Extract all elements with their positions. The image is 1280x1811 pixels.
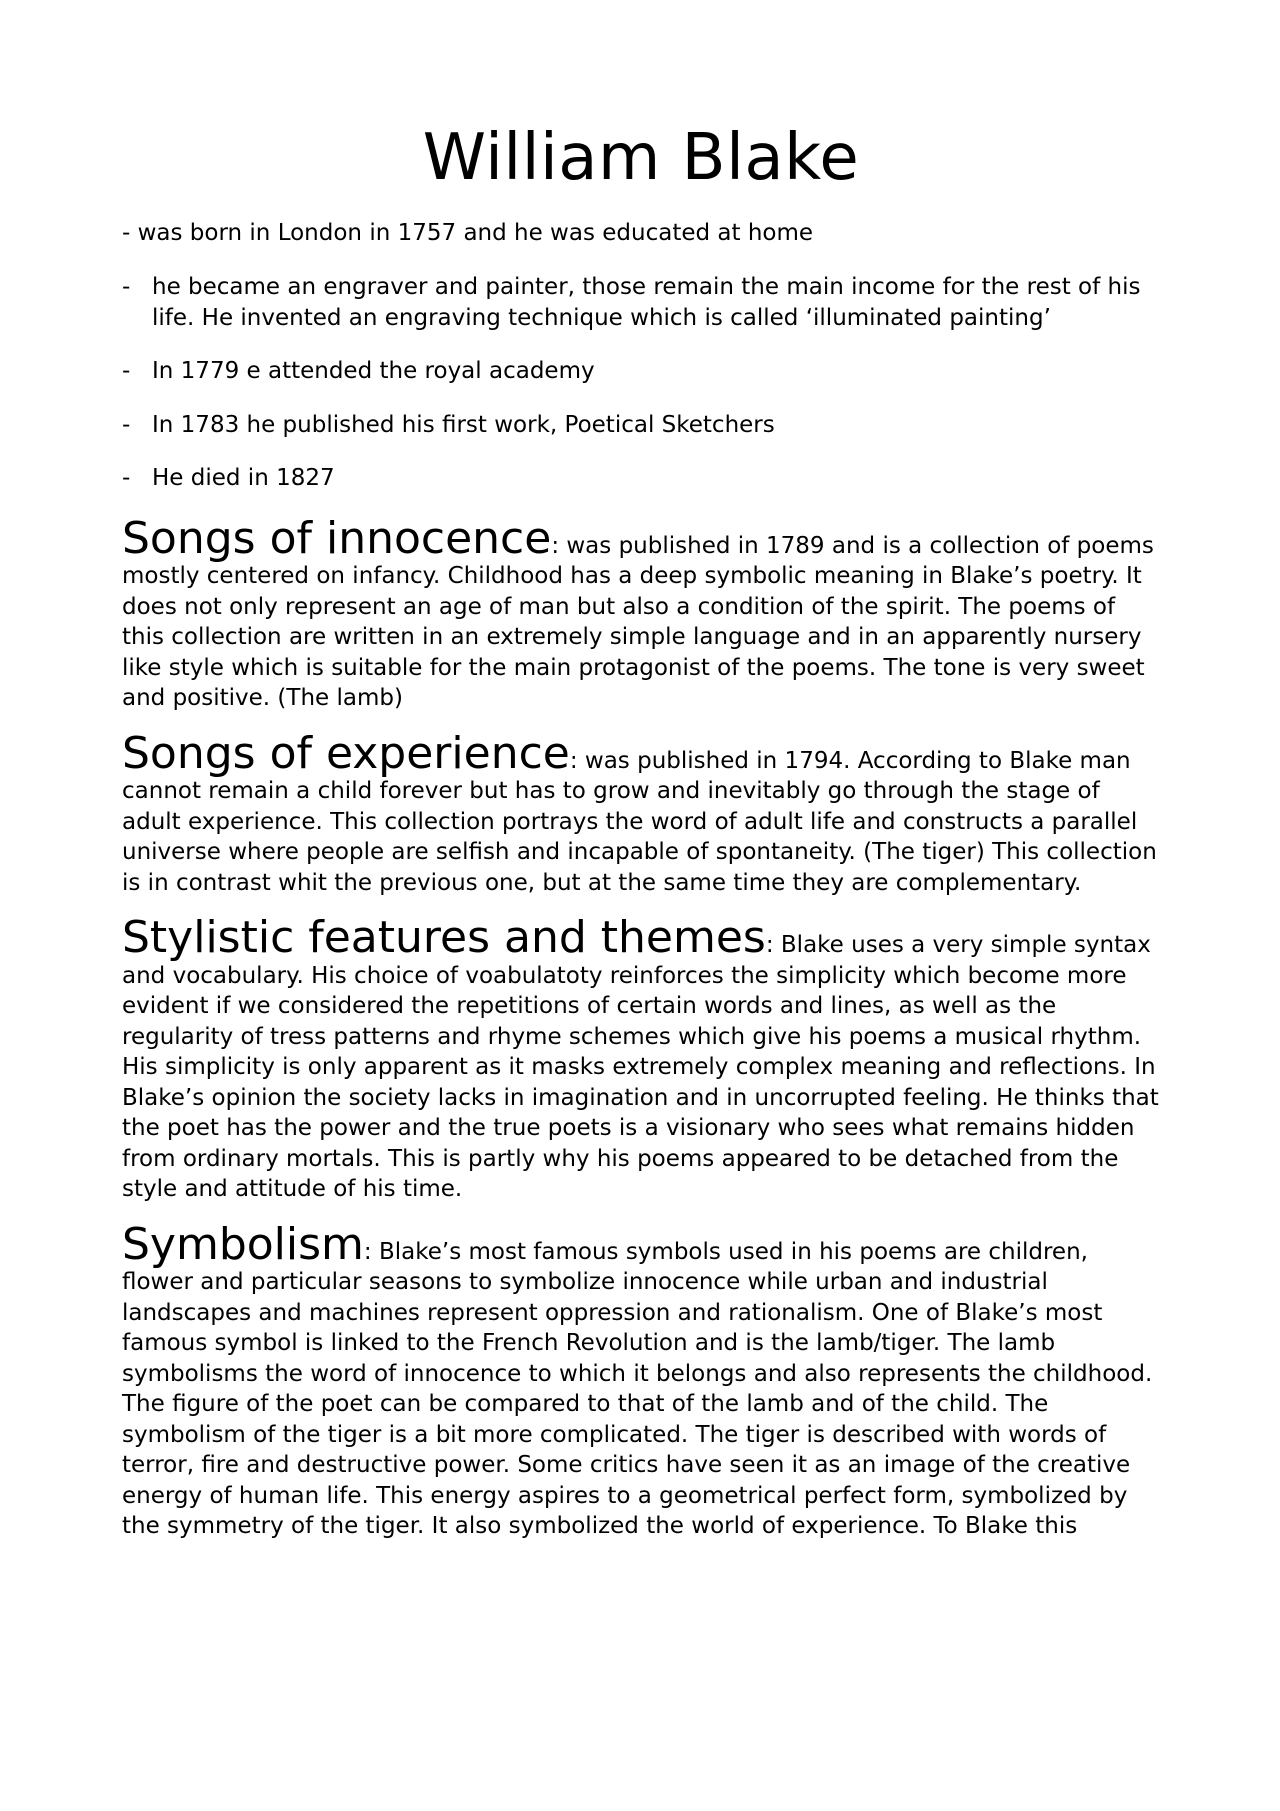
bullet-dash: -: [122, 411, 131, 438]
section-stylistic-features: [122, 912, 1160, 1205]
section-heading: Songs of experience: [122, 727, 570, 779]
section-body: : Blake’s most famous symbols used in his poems are children, flower and particular seasons to symbolize innocence while urban and industrial landscapes and machines represent oppression and rationalism. One of Blake’s most famous symbol is linked to the French Revolution and is the lamb/tiger. The lamb symbolisms the word of innocence to which it belongs and also represents the childhood. The figure of the poet can be compared to that of the lamb and of the child. The symbolism of the tiger is a bit more complicated. The tiger is described with words of terror, fire and destructive power. Some critics have seen it as an image of the creative energy of human life. This energy aspires to a geometrical perfect form, symbolized by the symmetry of the tiger. It also symbolized the world of experience. To Blake this: [122, 1238, 1153, 1539]
list-item: [122, 356, 1160, 387]
list-item: [122, 410, 1160, 441]
bullet-dash: -: [122, 465, 131, 491]
bullet-dash: -: [122, 274, 131, 300]
section-heading: Stylistic features and themes: [122, 912, 766, 963]
list-item-text: In 1783 he published his first work, Poetical Sketchers: [152, 411, 775, 438]
section-body: : was published in 1794. According to Blake man cannot remain a child forever but has to grow and inevitably go through the stage of adult experience. This collection portrays the word of adult life and constructs a parallel universe where people are selfish and incapable of spontaneity. (The tiger) This collection is in contrast whit the previous one, but at the same time they are complementary.: [122, 747, 1157, 896]
intro-line: - was born in London in 1757 and he was educated at home: [122, 220, 814, 246]
bullet-dash: -: [122, 358, 131, 384]
section-body: : Blake uses a very simple syntax and vocabulary. His choice of voabulatoty reinforces the simplicity which become more evident if we considered the repetitions of certain words and lines, as well as the regularity of tress patterns and rhyme schemes which give his poems a musical rhythm. His simplicity is only apparent as it masks extremely complex meaning and reflections. In Blake’s opinion the society lacks in imagination and in uncorrupted feeling. He thinks that the poet has the power and the true poets is a visionary who sees what remains hidden from ordinary mortals. This is partly why his poems appeared to be detached from the style and attitude of his time.: [122, 932, 1159, 1202]
section-heading: Songs of innocence: [122, 512, 552, 564]
list-item: [122, 272, 1160, 333]
section-body: : was published in 1789 and is a collection of poems mostly centered on infancy. Childhood has a deep symbolic meaning in Blake’s poetry. It does not only represent an age of man but also a condition of the spirit. The poems of this collection are written in an extremely simple language and in an apparently nursery like style which is suitable for the main protagonist of the poems. The tone is very sweet and positive. (The lamb): [122, 532, 1154, 711]
section-symbolism: [122, 1218, 1160, 1542]
section-heading: Symbolism: [122, 1218, 364, 1270]
section-songs-of-innocence: [122, 512, 1160, 714]
list-item: [122, 463, 1160, 494]
page-title: William Blake: [422, 121, 860, 195]
list-item-text: he became an engraver and painter, those remain the main income for the rest of his life. He invented an engraving technique which is called ‘illuminated painting’: [152, 274, 1141, 331]
list-item-text: In 1779 e attended the royal academy: [152, 358, 595, 384]
list-item-text: He died in 1827: [152, 465, 335, 491]
section-songs-of-experience: [122, 727, 1160, 899]
bullet-list: [122, 272, 1160, 494]
